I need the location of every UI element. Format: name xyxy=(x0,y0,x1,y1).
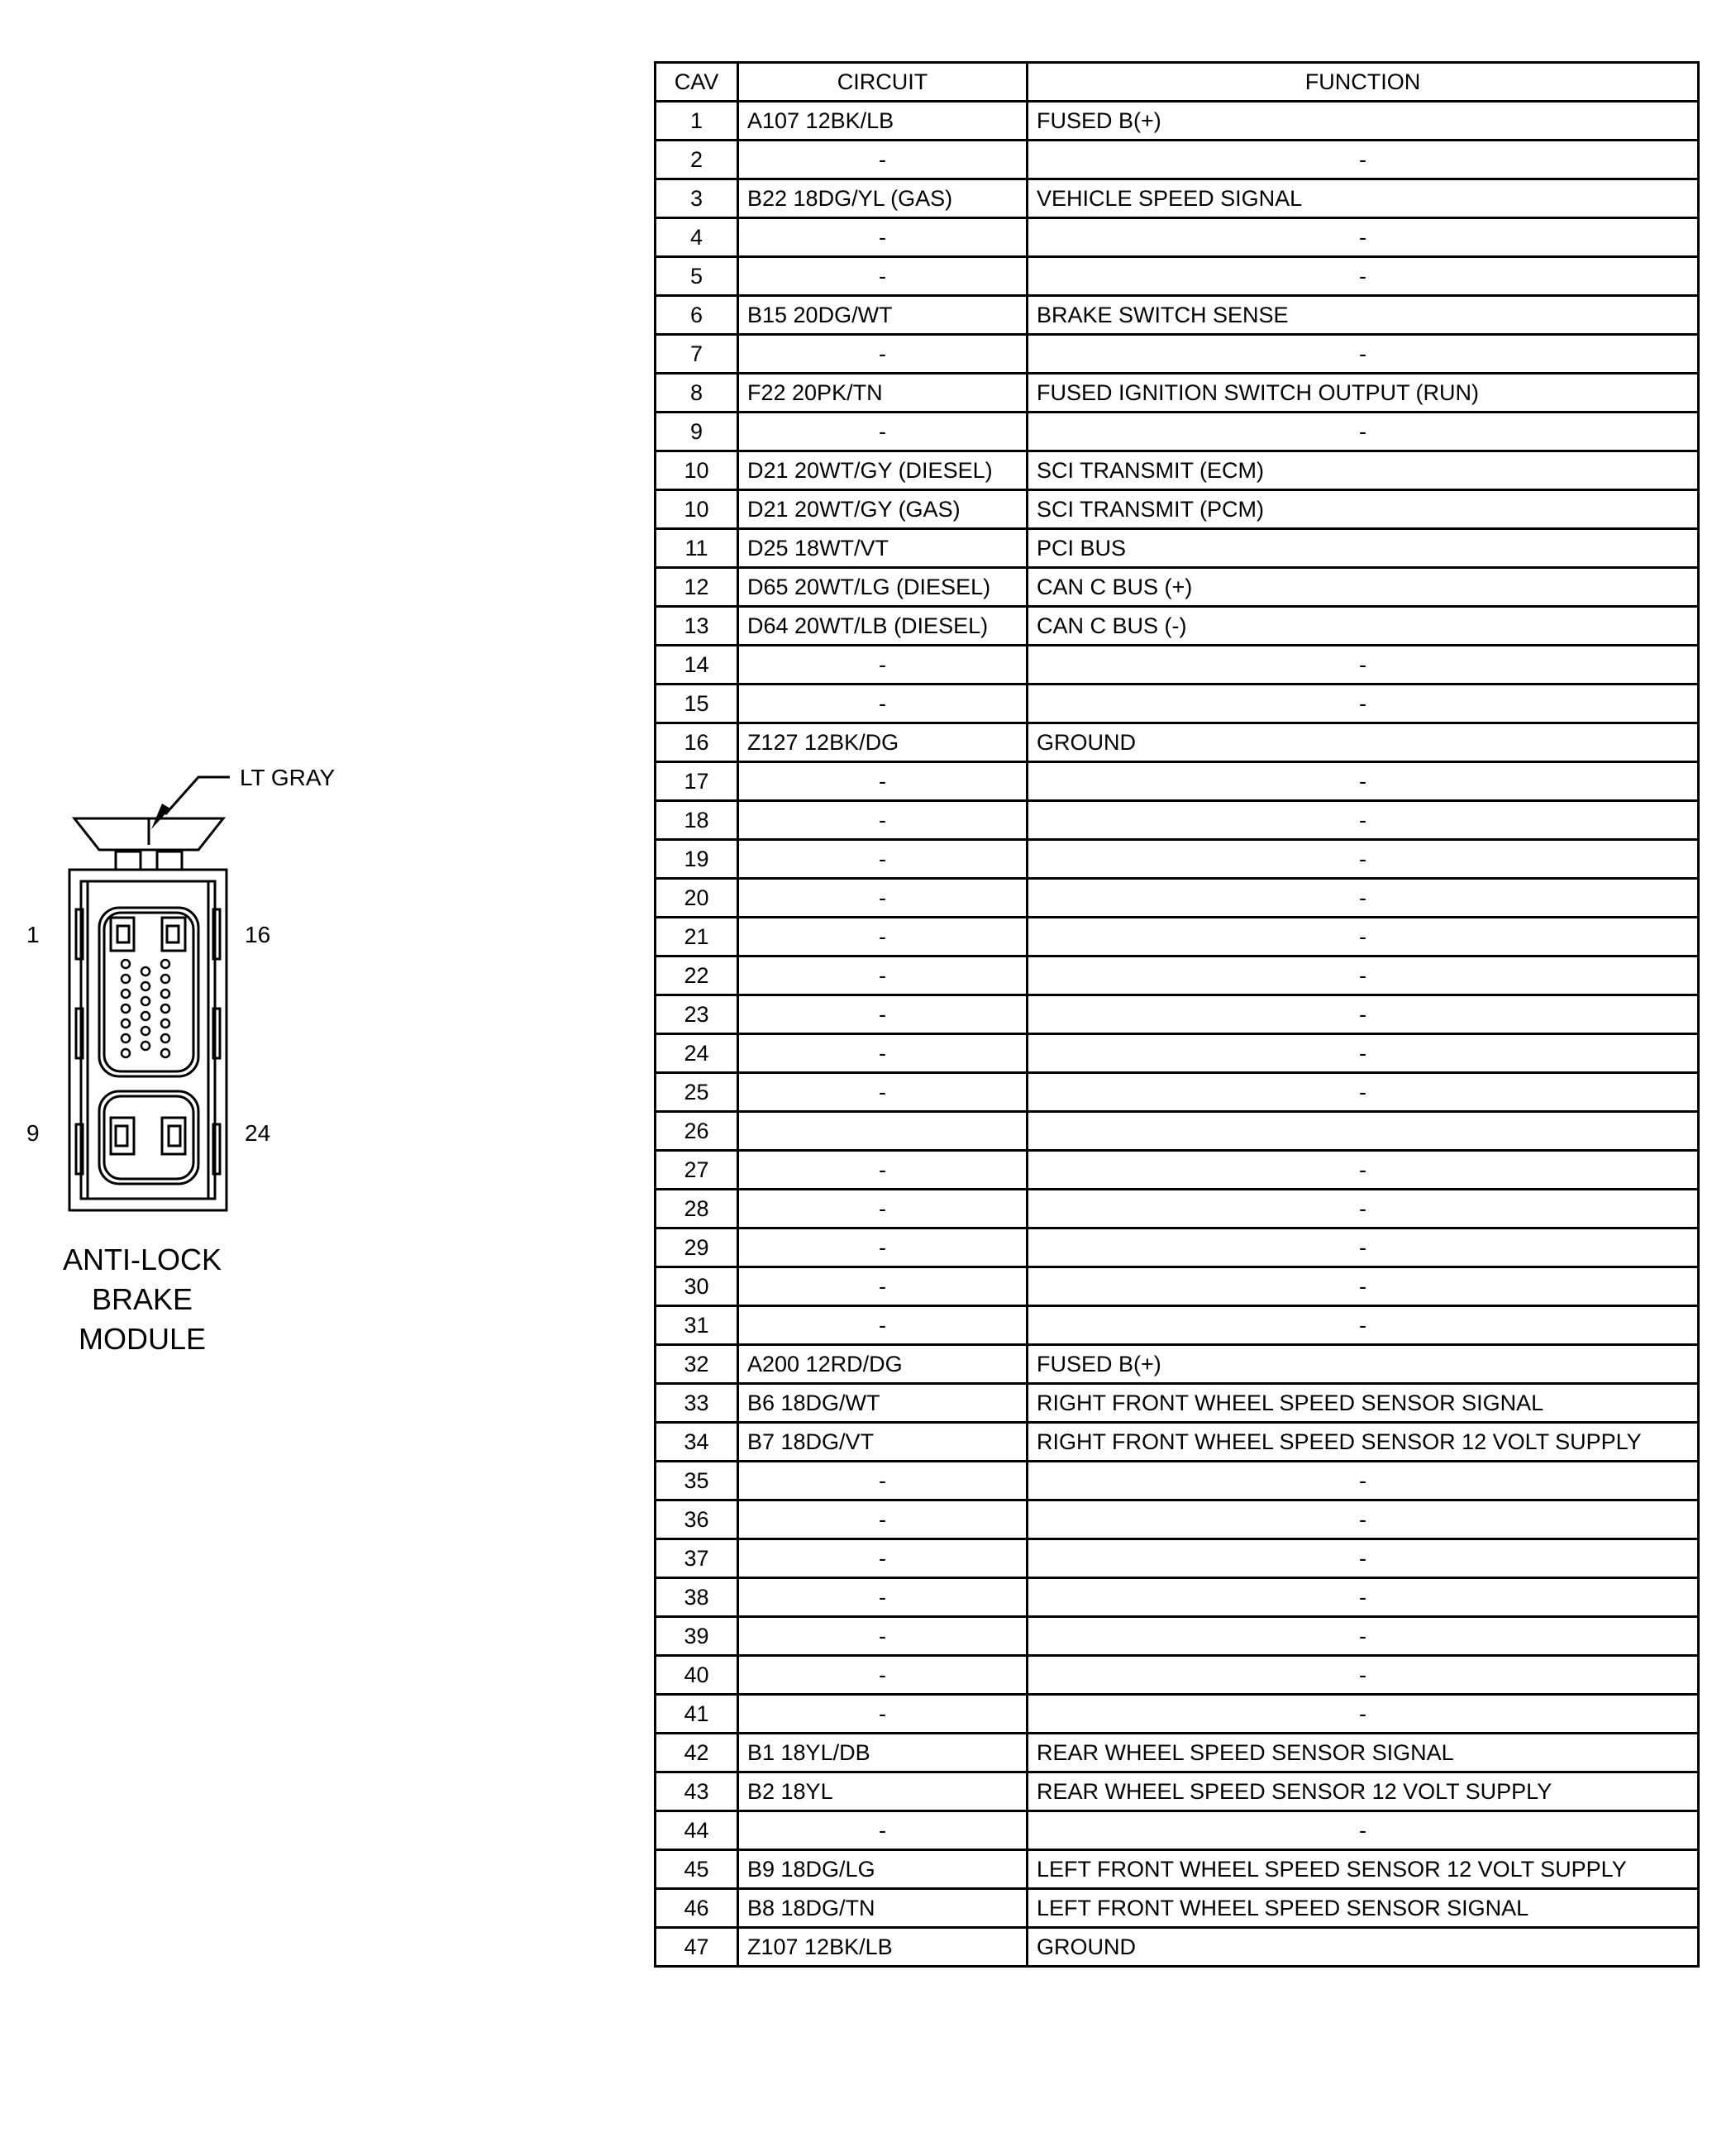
signal-pin xyxy=(141,1012,150,1020)
table-row xyxy=(656,685,1699,723)
function-cell: - xyxy=(1028,762,1699,801)
function-cell: CAN C BUS (+) xyxy=(1028,568,1699,607)
table-row xyxy=(656,451,1699,490)
table-row xyxy=(656,1306,1699,1345)
power-cavity xyxy=(162,918,185,951)
circuit-cell: - xyxy=(738,1267,1028,1306)
table-row xyxy=(656,141,1699,179)
module-name-line-3: MODULE xyxy=(78,1322,207,1356)
function-cell: REAR WHEEL SPEED SENSOR SIGNAL xyxy=(1028,1734,1699,1772)
upper-cavity-block xyxy=(99,908,198,1076)
circuit-cell: D25 18WT/VT xyxy=(738,529,1028,568)
table-row xyxy=(656,762,1699,801)
table-row xyxy=(656,723,1699,762)
cav-cell: 29 xyxy=(656,1228,738,1267)
cav-cell: 32 xyxy=(656,1345,738,1384)
cav-cell: 45 xyxy=(656,1850,738,1889)
cav-cell: 36 xyxy=(656,1500,738,1539)
function-cell: - xyxy=(1028,1695,1699,1734)
cav-cell: 19 xyxy=(656,840,738,879)
cav-cell: 10 xyxy=(656,451,738,490)
table-row xyxy=(656,1656,1699,1695)
circuit-cell: Z127 12BK/DG xyxy=(738,723,1028,762)
circuit-cell: B2 18YL xyxy=(738,1772,1028,1811)
circuit-cell: - xyxy=(738,1500,1028,1539)
signal-pin xyxy=(141,1027,150,1035)
circuit-cell: D65 20WT/LG (DIESEL) xyxy=(738,568,1028,607)
function-cell: RIGHT FRONT WHEEL SPEED SENSOR SIGNAL xyxy=(1028,1384,1699,1423)
function-cell: - xyxy=(1028,218,1699,257)
cav-cell: 9 xyxy=(656,413,738,451)
table-row xyxy=(656,840,1699,879)
power-cavity xyxy=(111,918,134,951)
circuit-cell: - xyxy=(738,218,1028,257)
function-cell: CAN C BUS (-) xyxy=(1028,607,1699,646)
signal-pin xyxy=(122,990,130,998)
circuit-cell: - xyxy=(738,840,1028,879)
table-row xyxy=(656,1811,1699,1850)
table-row xyxy=(656,1734,1699,1772)
cav-cell: 8 xyxy=(656,374,738,413)
cav-cell: 40 xyxy=(656,1656,738,1695)
signal-pin xyxy=(161,1034,169,1042)
signal-pin xyxy=(161,1004,169,1013)
table-row xyxy=(656,1539,1699,1578)
function-cell: - xyxy=(1028,1306,1699,1345)
cav-cell: 22 xyxy=(656,957,738,995)
circuit-cell: - xyxy=(738,1190,1028,1228)
signal-pin xyxy=(141,967,150,976)
circuit-cell: - xyxy=(738,646,1028,685)
function-cell: PCI BUS xyxy=(1028,529,1699,568)
function-cell: - xyxy=(1028,1073,1699,1112)
table-row xyxy=(656,568,1699,607)
table-row xyxy=(656,1423,1699,1462)
circuit-cell: D21 20WT/GY (GAS) xyxy=(738,490,1028,529)
function-cell: FUSED IGNITION SWITCH OUTPUT (RUN) xyxy=(1028,374,1699,413)
table-row xyxy=(656,296,1699,335)
connector-body xyxy=(69,870,227,1210)
cav-cell: 37 xyxy=(656,1539,738,1578)
function-cell: - xyxy=(1028,646,1699,685)
function-cell: - xyxy=(1028,879,1699,918)
function-header: FUNCTION xyxy=(1028,63,1699,102)
pin-label-top-right: 16 xyxy=(245,922,271,947)
cav-cell: 43 xyxy=(656,1772,738,1811)
function-cell: FUSED B(+) xyxy=(1028,1345,1699,1384)
power-cavity xyxy=(162,1118,185,1154)
circuit-cell: B1 18YL/DB xyxy=(738,1734,1028,1772)
circuit-cell: - xyxy=(738,1034,1028,1073)
table-row xyxy=(656,218,1699,257)
cav-cell: 24 xyxy=(656,1034,738,1073)
signal-pin xyxy=(141,997,150,1005)
function-cell: - xyxy=(1028,685,1699,723)
function-cell: - xyxy=(1028,1617,1699,1656)
cav-cell: 41 xyxy=(656,1695,738,1734)
circuit-cell: B22 18DG/YL (GAS) xyxy=(738,179,1028,218)
cav-cell: 2 xyxy=(656,141,738,179)
function-cell: VEHICLE SPEED SIGNAL xyxy=(1028,179,1699,218)
table-row xyxy=(656,1617,1699,1656)
circuit-cell: D64 20WT/LB (DIESEL) xyxy=(738,607,1028,646)
signal-pin xyxy=(122,1019,130,1028)
cav-cell: 11 xyxy=(656,529,738,568)
circuit-cell: - xyxy=(738,1539,1028,1578)
cav-cell: 47 xyxy=(656,1928,738,1967)
signal-pin xyxy=(122,1004,130,1013)
circuit-cell: - xyxy=(738,685,1028,723)
circuit-cell: B9 18DG/LG xyxy=(738,1850,1028,1889)
table-row xyxy=(656,646,1699,685)
circuit-cell: Z107 12BK/LB xyxy=(738,1928,1028,1967)
function-cell: - xyxy=(1028,413,1699,451)
circuit-cell: - xyxy=(738,1811,1028,1850)
table-row xyxy=(656,1695,1699,1734)
lower-cavity-block xyxy=(99,1091,198,1184)
table-row xyxy=(656,1228,1699,1267)
circuit-cell: B15 20DG/WT xyxy=(738,296,1028,335)
signal-pin xyxy=(141,982,150,990)
leader-line xyxy=(165,777,230,814)
cav-cell: 16 xyxy=(656,723,738,762)
cav-cell: 27 xyxy=(656,1151,738,1190)
function-cell: - xyxy=(1028,801,1699,840)
table-row xyxy=(656,1889,1699,1928)
cav-cell: 25 xyxy=(656,1073,738,1112)
table-row xyxy=(656,1034,1699,1073)
table-row xyxy=(656,529,1699,568)
cav-cell: 30 xyxy=(656,1267,738,1306)
table-row xyxy=(656,879,1699,918)
cav-cell: 38 xyxy=(656,1578,738,1617)
pin-label-bottom-right: 24 xyxy=(245,1120,271,1146)
cav-cell: 21 xyxy=(656,918,738,957)
circuit-cell: B6 18DG/WT xyxy=(738,1384,1028,1423)
function-cell: - xyxy=(1028,1811,1699,1850)
function-cell: - xyxy=(1028,1656,1699,1695)
cav-cell: 42 xyxy=(656,1734,738,1772)
signal-pin xyxy=(122,975,130,983)
circuit-cell: - xyxy=(738,918,1028,957)
table-row xyxy=(656,1151,1699,1190)
table-row xyxy=(656,490,1699,529)
function-cell: - xyxy=(1028,1500,1699,1539)
cav-cell: 17 xyxy=(656,762,738,801)
circuit-cell: - xyxy=(738,1306,1028,1345)
cav-cell: 15 xyxy=(656,685,738,723)
function-cell: GROUND xyxy=(1028,723,1699,762)
cav-cell: 12 xyxy=(656,568,738,607)
circuit-cell: - xyxy=(738,762,1028,801)
circuit-cell: - xyxy=(738,957,1028,995)
function-cell: - xyxy=(1028,1462,1699,1500)
signal-pin xyxy=(161,1019,169,1028)
pin-label-top-left: 1 xyxy=(26,922,40,947)
cav-cell: 10 xyxy=(656,490,738,529)
cav-cell: 35 xyxy=(656,1462,738,1500)
function-cell: BRAKE SWITCH SENSE xyxy=(1028,296,1699,335)
table-row xyxy=(656,918,1699,957)
function-cell: REAR WHEEL SPEED SENSOR 12 VOLT SUPPLY xyxy=(1028,1772,1699,1811)
table-row xyxy=(656,1112,1699,1151)
function-cell: - xyxy=(1028,257,1699,296)
circuit-cell: - xyxy=(738,413,1028,451)
circuit-cell: A107 12BK/LB xyxy=(738,102,1028,141)
function-cell xyxy=(1028,1112,1699,1151)
table-row xyxy=(656,1772,1699,1811)
connector-diagram xyxy=(0,0,645,1405)
cav-cell: 23 xyxy=(656,995,738,1034)
signal-pin xyxy=(122,960,130,968)
cav-cell: 6 xyxy=(656,296,738,335)
function-cell: - xyxy=(1028,957,1699,995)
signal-pin xyxy=(122,1049,130,1057)
cav-header: CAV xyxy=(656,63,738,102)
table-row xyxy=(656,801,1699,840)
table-row xyxy=(656,102,1699,141)
cav-cell: 18 xyxy=(656,801,738,840)
table-row xyxy=(656,1928,1699,1967)
module-name-line-1: ANTI-LOCK xyxy=(62,1243,222,1276)
function-cell: - xyxy=(1028,1034,1699,1073)
cav-cell: 4 xyxy=(656,218,738,257)
circuit-cell: - xyxy=(738,1578,1028,1617)
signal-pin xyxy=(161,990,169,998)
circuit-cell: - xyxy=(738,1695,1028,1734)
signal-pin xyxy=(122,1034,130,1042)
signal-pin xyxy=(161,960,169,968)
table-row xyxy=(656,1267,1699,1306)
table-header-row xyxy=(656,63,1699,102)
table-row xyxy=(656,1345,1699,1384)
circuit-cell: B7 18DG/VT xyxy=(738,1423,1028,1462)
table-row xyxy=(656,1462,1699,1500)
function-cell: RIGHT FRONT WHEEL SPEED SENSOR 12 VOLT SUPPLY xyxy=(1028,1423,1699,1462)
cav-cell: 33 xyxy=(656,1384,738,1423)
function-cell: - xyxy=(1028,1267,1699,1306)
cav-cell: 20 xyxy=(656,879,738,918)
circuit-cell: - xyxy=(738,1073,1028,1112)
table-row xyxy=(656,1850,1699,1889)
table-row xyxy=(656,374,1699,413)
cav-cell: 34 xyxy=(656,1423,738,1462)
circuit-cell: - xyxy=(738,1228,1028,1267)
circuit-cell: D21 20WT/GY (DIESEL) xyxy=(738,451,1028,490)
table-row xyxy=(656,1073,1699,1112)
cav-cell: 39 xyxy=(656,1617,738,1656)
cav-cell: 1 xyxy=(656,102,738,141)
circuit-cell: - xyxy=(738,1462,1028,1500)
table-row xyxy=(656,995,1699,1034)
circuit-cell: F22 20PK/TN xyxy=(738,374,1028,413)
cav-cell: 44 xyxy=(656,1811,738,1850)
signal-pin xyxy=(161,975,169,983)
leader-arrowhead xyxy=(151,804,170,829)
cav-cell: 46 xyxy=(656,1889,738,1928)
table-row xyxy=(656,413,1699,451)
table-row xyxy=(656,1190,1699,1228)
function-cell: SCI TRANSMIT (PCM) xyxy=(1028,490,1699,529)
cav-cell: 5 xyxy=(656,257,738,296)
cav-cell: 31 xyxy=(656,1306,738,1345)
connector-color-label: LT GRAY xyxy=(240,765,336,790)
signal-pin xyxy=(141,1042,150,1050)
circuit-cell: - xyxy=(738,1617,1028,1656)
table-row xyxy=(656,607,1699,646)
function-cell: - xyxy=(1028,141,1699,179)
circuit-cell xyxy=(738,1112,1028,1151)
function-cell: - xyxy=(1028,840,1699,879)
circuit-cell: - xyxy=(738,1656,1028,1695)
table-row xyxy=(656,335,1699,374)
function-cell: - xyxy=(1028,918,1699,957)
function-cell: - xyxy=(1028,1539,1699,1578)
function-cell: LEFT FRONT WHEEL SPEED SENSOR SIGNAL xyxy=(1028,1889,1699,1928)
circuit-cell: A200 12RD/DG xyxy=(738,1345,1028,1384)
circuit-cell: - xyxy=(738,257,1028,296)
table-row xyxy=(656,257,1699,296)
function-cell: - xyxy=(1028,995,1699,1034)
power-cavity xyxy=(111,1118,134,1154)
circuit-cell: - xyxy=(738,1151,1028,1190)
circuit-cell: - xyxy=(738,995,1028,1034)
function-cell: - xyxy=(1028,1578,1699,1617)
circuit-cell: - xyxy=(738,335,1028,374)
table-row xyxy=(656,1500,1699,1539)
cav-cell: 28 xyxy=(656,1190,738,1228)
cav-cell: 3 xyxy=(656,179,738,218)
function-cell: GROUND xyxy=(1028,1928,1699,1967)
function-cell: - xyxy=(1028,1190,1699,1228)
circuit-cell: - xyxy=(738,879,1028,918)
table-row xyxy=(656,957,1699,995)
circuit-cell: B8 18DG/TN xyxy=(738,1889,1028,1928)
circuit-header: CIRCUIT xyxy=(738,63,1028,102)
function-cell: SCI TRANSMIT (ECM) xyxy=(1028,451,1699,490)
table-row xyxy=(656,179,1699,218)
table-row xyxy=(656,1578,1699,1617)
pinout-table xyxy=(654,61,1700,1968)
cav-cell: 13 xyxy=(656,607,738,646)
cav-cell: 7 xyxy=(656,335,738,374)
module-name-line-2: BRAKE xyxy=(91,1282,193,1316)
function-cell: - xyxy=(1028,1151,1699,1190)
function-cell: FUSED B(+) xyxy=(1028,102,1699,141)
signal-pin xyxy=(161,1049,169,1057)
cav-cell: 14 xyxy=(656,646,738,685)
circuit-cell: - xyxy=(738,801,1028,840)
pin-label-bottom-left: 9 xyxy=(26,1120,40,1146)
circuit-cell: - xyxy=(738,141,1028,179)
function-cell: - xyxy=(1028,335,1699,374)
function-cell: - xyxy=(1028,1228,1699,1267)
cav-cell: 26 xyxy=(656,1112,738,1151)
table-row xyxy=(656,1384,1699,1423)
function-cell: LEFT FRONT WHEEL SPEED SENSOR 12 VOLT SUPPLY xyxy=(1028,1850,1699,1889)
